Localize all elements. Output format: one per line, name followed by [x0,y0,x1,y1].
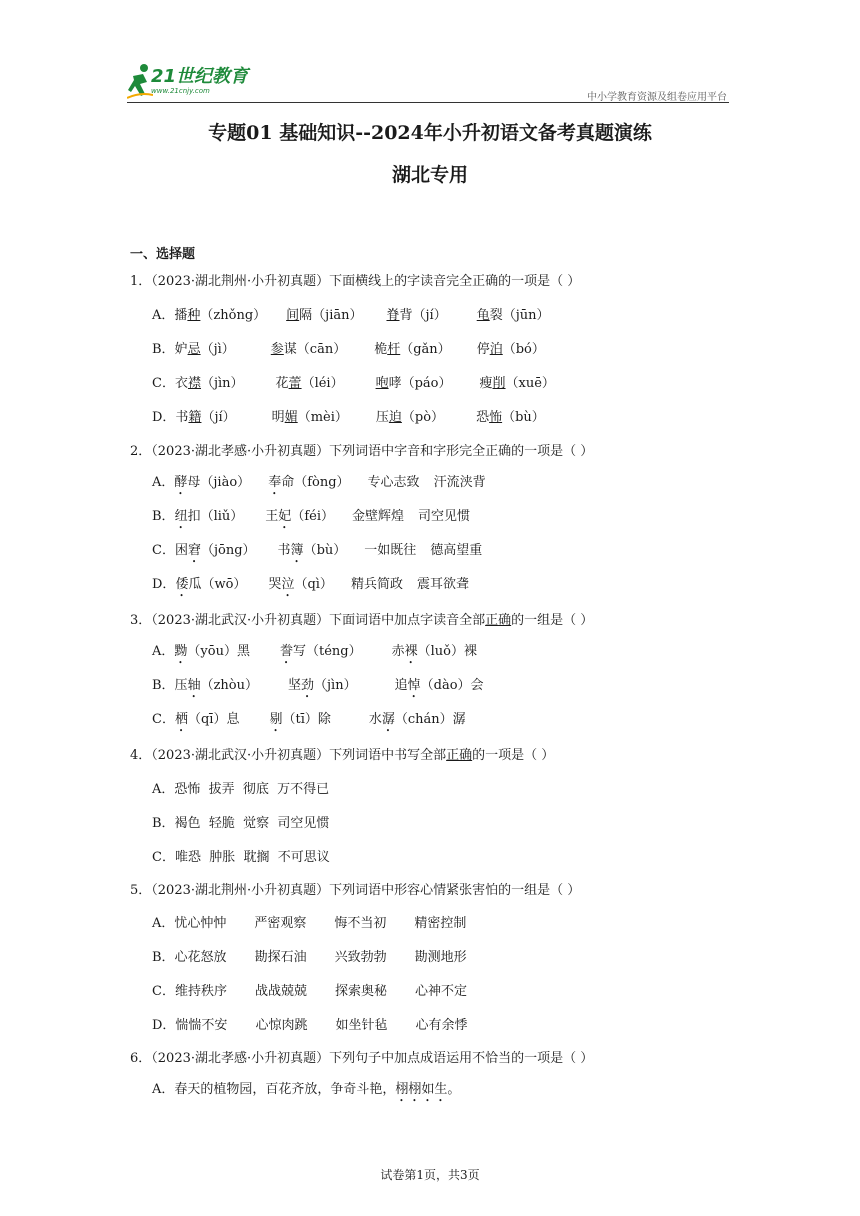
question-2-option-c: C．困窘（jōng） 书簿（bù） 一如既往 德高望重 [152,543,483,558]
question-2-option-a: A．酵母（jiào） 奉命（fòng） 专心志致 汗流浃背 [152,475,486,490]
question-6-stem: 6．（2023·湖北孝感·小升初真题）下列句子中加点成语运用不恰当的一项是（ ） [130,1051,594,1066]
page-title: 专题01 基础知识--2024年小升初语文备考真题演练 [208,122,652,144]
question-2-option-d: D．倭瓜（wō） 哭泣（qì） 精兵简政 震耳欲聋 [152,577,469,592]
question-5-stem: 5．（2023·湖北荆州·小升初真题）下列词语中形容心情紧张害怕的一组是（ ） [130,883,581,898]
question-1-option-b: B．妒忌（jì） 参谋（cān） 桅杆（gǎn） 停泊（bó） [152,342,545,357]
logo-url: www.21cnjy.com [151,87,210,95]
question-1-option-c: C．衣襟（jìn） 花蕾（léi） 咆哮（páo） 瘦削（xuē） [152,376,555,391]
question-3-option-b: B．压轴（zhòu） 坚劲（jìn） 追悼（dào）会 [152,678,484,693]
question-3-option-c: C．栖（qī）息 剔（tī）除 水潺（chán）潺 [152,712,466,727]
question-6-option-a: A．春天的植物园，百花齐放，争奇斗艳，栩栩如生。 [152,1082,461,1097]
logo-text: 21世纪教育 [151,66,249,87]
section-heading: 一、选择题 [130,247,196,262]
question-3-option-a: A．黝（yōu）黑 誊写（téng） 赤裸（luǒ）裸 [152,644,477,659]
question-2-stem: 2．（2023·湖北孝感·小升初真题）下列词语中字音和字形完全正确的一项是（ ） [130,444,594,459]
question-2-option-b: B．纽扣（liǔ） 王妃（féi） 金壁辉煌 司空见惯 [152,509,471,524]
page-footer: 试卷第1页，共3页 [380,1168,480,1182]
question-3-stem: 3．（2023·湖北武汉·小升初真题）下面词语中加点字读音全部正确的一组是（ ） [130,613,594,628]
runner-logo-icon [127,62,153,100]
question-4-option-a: A．恐怖 拔弄 彻底 万不得已 [152,782,330,797]
question-5-option-b: B．心花怒放 勘探石油 兴致勃勃 勘测地形 [152,950,467,965]
question-5-option-c: C．维持秩序 战战兢兢 探索奥秘 心神不定 [152,984,467,999]
question-4-option-c: C．唯恐 肿胀 耽搁 不可思议 [152,850,330,865]
question-1-stem: 1．（2023·湖北荆州·小升初真题）下面横线上的字读音完全正确的一项是（ ） [130,274,581,289]
platform-label: 中小学教育资源及组卷应用平台 [587,92,727,103]
page-header [127,62,729,103]
question-4-stem: 4．（2023·湖北武汉·小升初真题）下列词语中书写全部正确的一项是（ ） [130,748,555,763]
question-1-option-d: D．书籍（jí） 明媚（mèi） 压迫（pò） 恐怖（bù） [152,410,545,425]
logo [127,62,287,102]
question-4-option-b: B．褐色 轻脆 觉察 司空见惯 [152,816,330,831]
question-5-option-d: D．惴惴不安 心惊肉跳 如坐针毡 心有余悸 [152,1018,468,1033]
page-subtitle: 湖北专用 [391,164,468,186]
question-1-option-a: A．播种（zhǒng） 间隔（jiān） 脊背（jí） 龟裂（jūn） [152,308,550,323]
question-5-option-a: A．忧心忡忡 严密观察 悔不当初 精密控制 [152,916,467,931]
